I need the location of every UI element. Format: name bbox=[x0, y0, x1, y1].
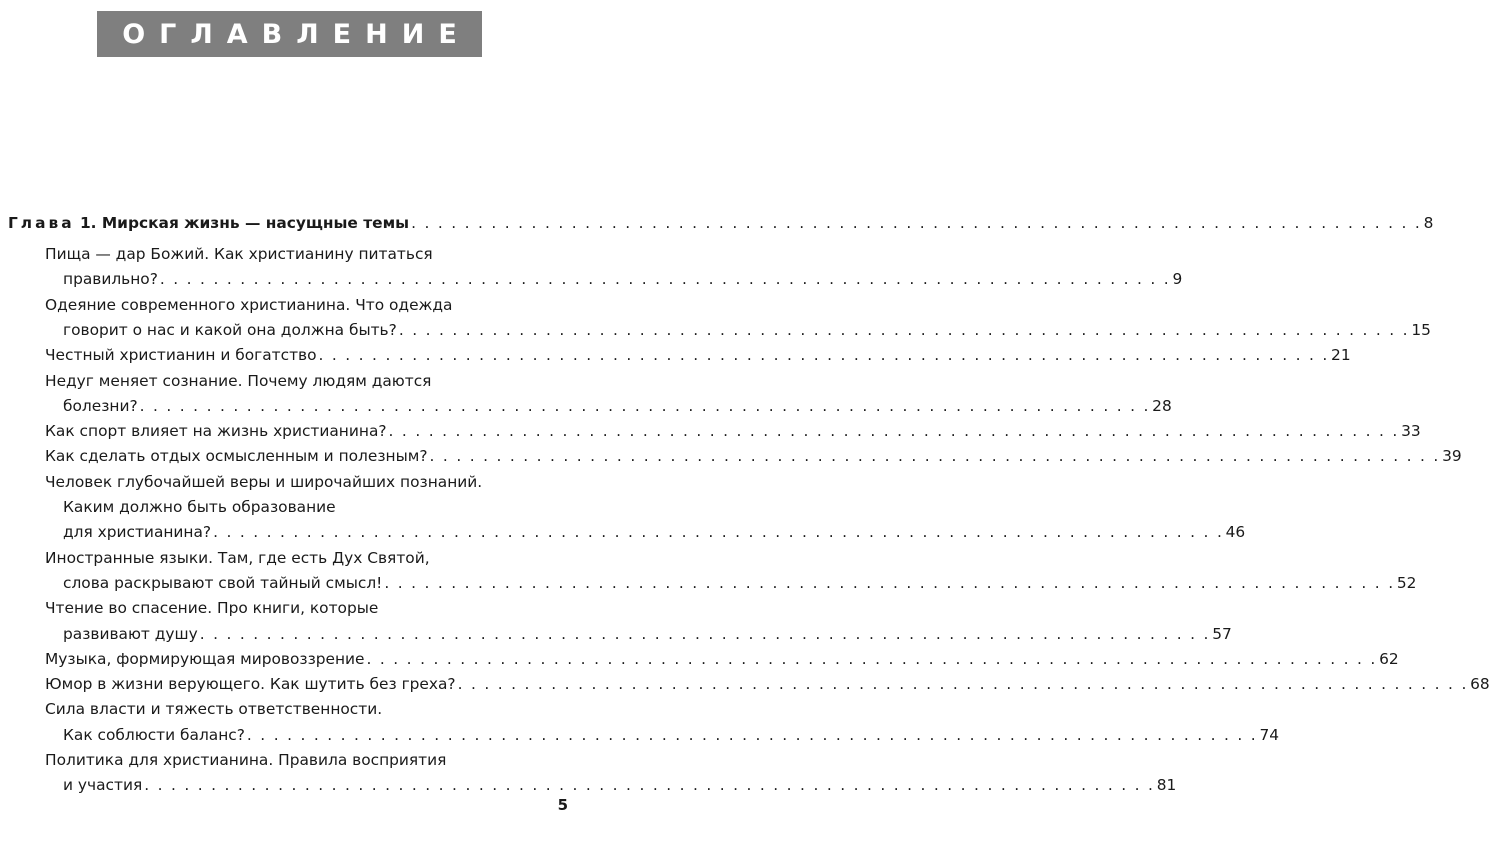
entry-page: 9 bbox=[1172, 270, 1183, 289]
page-number: 5 bbox=[557, 796, 568, 814]
entry-title: Как спорт влияет на жизнь христианина? bbox=[45, 422, 387, 441]
entry-page: 68 bbox=[1470, 675, 1490, 694]
leader-dots bbox=[428, 446, 1443, 466]
chapter-heading bbox=[8, 213, 1434, 233]
chapter-word: Глава bbox=[8, 214, 75, 232]
leader-dots bbox=[387, 421, 1402, 441]
toc-entry-line bbox=[45, 345, 1351, 365]
entry-page: 46 bbox=[1225, 523, 1246, 542]
leader-dots bbox=[365, 649, 1380, 669]
entry-title: Каким должно быть образование bbox=[63, 498, 336, 516]
leader-dots bbox=[317, 345, 1332, 365]
toc-entry-line bbox=[45, 649, 1399, 669]
entry-title: Недуг меняет сознание. Почему людям даются bbox=[45, 371, 432, 390]
leader-dots bbox=[245, 725, 1260, 745]
entry-title: Пища — дар Божий. Как христианину питаться bbox=[45, 245, 433, 263]
entry-title: Юмор в жизни верующего. Как шутить без греха? bbox=[45, 675, 456, 694]
entry-title: Честный христианин и богатство bbox=[45, 346, 317, 365]
leader-dots bbox=[142, 775, 1157, 795]
entry-title: говорит о нас и какой она должна быть? bbox=[63, 320, 397, 339]
toc-entry-line bbox=[63, 573, 1417, 593]
toc-entry-line bbox=[63, 624, 1232, 644]
toc-entry-line bbox=[63, 725, 1280, 745]
entry-title: правильно? bbox=[63, 270, 158, 289]
toc-entry-line bbox=[45, 421, 1421, 441]
leader-dots bbox=[397, 320, 1412, 340]
leader-dots bbox=[456, 674, 1471, 694]
entry-title: Музыка, формирующая мировоззрение bbox=[45, 649, 365, 668]
entry-title: для христианина? bbox=[63, 523, 212, 542]
entry-title: слова раскрывают свой тайный смысл! bbox=[63, 573, 383, 592]
entry-title: Человек глубочайшей веры и широчайших познаний. bbox=[45, 472, 483, 491]
entry-page: 15 bbox=[1411, 320, 1431, 339]
entry-page: 21 bbox=[1331, 346, 1351, 365]
entry-page: 74 bbox=[1259, 725, 1280, 744]
leader-dots bbox=[211, 522, 1226, 542]
toc-banner bbox=[97, 11, 482, 57]
toc-entry-line bbox=[63, 522, 1246, 542]
toc-entry-line bbox=[63, 775, 1177, 795]
entry-page: 62 bbox=[1379, 649, 1399, 668]
entry-title: Как соблюсти баланс? bbox=[63, 725, 245, 744]
toc-entry-line bbox=[63, 320, 1431, 340]
toc-entry-line bbox=[63, 269, 1183, 289]
entry-page: 39 bbox=[1442, 447, 1462, 466]
toc-entry-line bbox=[45, 674, 1490, 694]
entry-title: Одеяние современного христианина. Что одежда bbox=[45, 295, 453, 314]
entry-title: развивают душу bbox=[63, 624, 198, 643]
entry-title: Политика для христианина. Правила восприятия bbox=[45, 751, 447, 769]
entry-title: Сила власти и тяжесть ответственности. bbox=[45, 700, 383, 719]
entry-title: и участия bbox=[63, 776, 143, 795]
leader-dots bbox=[198, 624, 1213, 644]
leader-dots bbox=[382, 573, 1397, 593]
entry-page: 81 bbox=[1156, 776, 1177, 795]
entry-page: 57 bbox=[1212, 624, 1232, 643]
toc-entry-line bbox=[63, 396, 1172, 416]
entry-title: Иностранные языки. Там, где есть Дух Святой, bbox=[45, 548, 430, 567]
entry-title: Как сделать отдых осмысленным и полезным? bbox=[45, 447, 428, 466]
entry-title: болезни? bbox=[63, 396, 138, 415]
toc-title: ОГЛАВЛЕНИЕ bbox=[122, 18, 471, 50]
leader-dots bbox=[138, 396, 1153, 416]
toc-entry-line bbox=[45, 446, 1462, 466]
entry-page: 33 bbox=[1401, 422, 1421, 441]
leader-dots bbox=[409, 213, 1424, 233]
entry-page: 28 bbox=[1152, 396, 1172, 415]
entry-page: 52 bbox=[1396, 573, 1417, 592]
chapter-page: 8 bbox=[1423, 214, 1434, 232]
chapter-title: 1. Мирская жизнь — насущные темы bbox=[79, 214, 410, 232]
entry-title: Чтение во спасение. Про книги, которые bbox=[45, 599, 379, 618]
leader-dots bbox=[158, 269, 1173, 289]
